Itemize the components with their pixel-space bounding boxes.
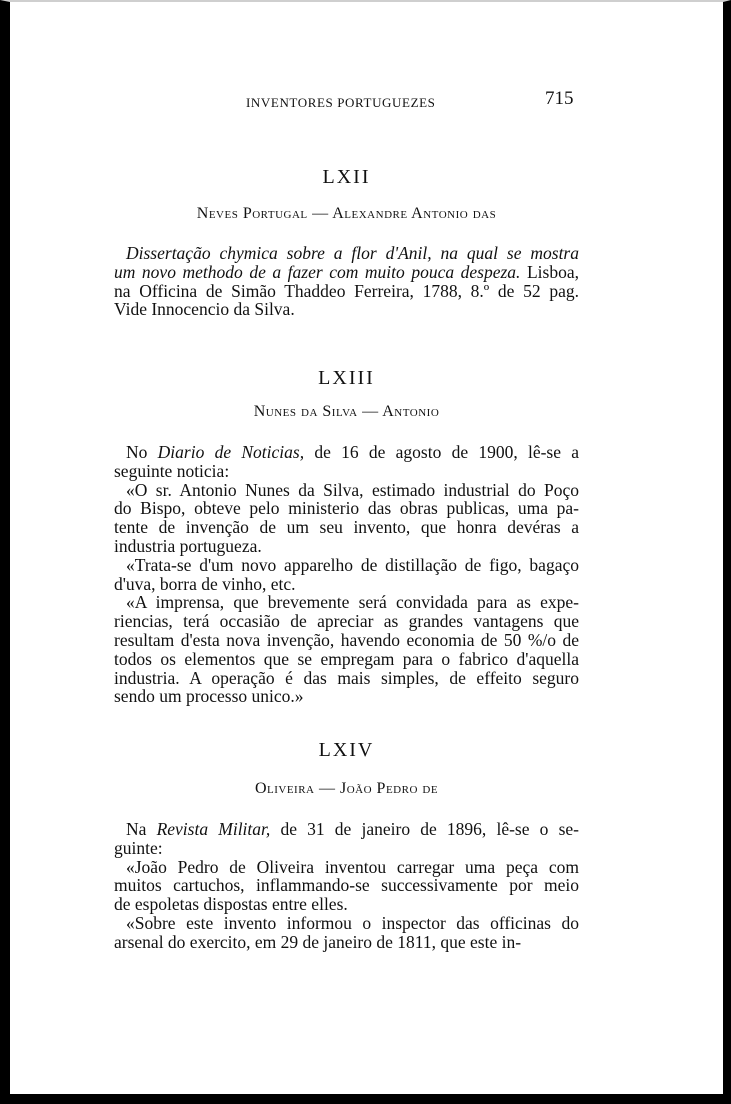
text-run: «A imprensa, que brevemente será convidada para as expe- [126, 592, 579, 613]
text-run: tente de invenção de um seu invento, que honra devéras a [114, 517, 579, 538]
text-run: riencias, terá occasião de apreciar as grandes vantagens que [114, 611, 579, 632]
text-run: «Sobre este invento informou o inspector das officinas do [126, 912, 579, 933]
text-run: Na [126, 819, 157, 839]
text-line [114, 669, 579, 688]
text-line [114, 443, 579, 462]
text-run: de espoletas dispostas entre elles. [114, 894, 348, 915]
text-run: de 31 de janeiro de 1896, lê-se o se- [270, 819, 579, 839]
text-run: seguinte noticia: [114, 460, 230, 481]
section-heading-lxii: Neves Portugal — Alexandre Antonio das [196, 205, 497, 222]
text-run: resultam d'esta nova invenção, havendo economia de 50 %/o de [114, 629, 579, 650]
text-line [114, 820, 579, 839]
italic-title: Dissertação chymica sobre a flor d'Anil, na qual se mostra [126, 243, 579, 263]
text-line [114, 556, 579, 575]
text-line [114, 839, 579, 858]
text-line [114, 244, 579, 263]
text-run: «O sr. Antonio Nunes da Silva, estimado industrial do Poço [126, 479, 579, 500]
text-run: d'uva, borra de vinho, etc. [114, 573, 296, 594]
text-line [114, 481, 579, 500]
section-heading-lxiv: Oliveira — João Pedro de [254, 780, 439, 797]
text-run: do Bispo, obteve pelo ministerio das obras publicas, uma pa- [114, 498, 579, 519]
section-numeral-lxiii: LXIII [318, 367, 375, 389]
text-run: No [126, 442, 158, 462]
text-run: industria portugueza. [114, 535, 262, 556]
italic-title: Revista Militar, [156, 819, 271, 839]
running-head: INVENTORES PORTUGUEZES [246, 95, 436, 110]
text-run: de 16 de agosto de 1900, lê-se a [304, 442, 580, 462]
text-line [114, 612, 579, 631]
section-body-lxiii [114, 443, 579, 706]
section-body-lxiv [114, 820, 579, 952]
text-run: sendo um processo unico.» [114, 686, 304, 707]
text-line [114, 263, 579, 282]
text-line [114, 575, 579, 594]
text-run: arsenal do exercito, em 29 de janeiro de 1811, que este in- [114, 931, 522, 952]
text-run: industria. A operação é das mais simples, de effeito seguro [114, 667, 579, 688]
text-line [114, 687, 579, 706]
text-line [114, 300, 579, 319]
text-line [114, 499, 579, 518]
text-line [114, 650, 579, 669]
section-numeral-lxiv: LXIV [318, 739, 375, 761]
text-line [114, 876, 579, 895]
text-run: Lisboa, [520, 261, 579, 282]
text-run: «Trata-se d'um novo apparelho de distillação de figo, bagaço [126, 554, 579, 575]
text-run: Vide Innocencio da Silva. [114, 299, 295, 320]
text-line [114, 518, 579, 537]
page-number: 715 [545, 88, 574, 109]
text-run: «João Pedro de Oliveira inventou carregar uma peça com [126, 856, 579, 877]
text-line [114, 933, 579, 952]
text-line [114, 537, 579, 556]
text-line [114, 631, 579, 650]
section-heading-lxiii: Nunes da Silva — Antonio [253, 403, 440, 420]
text-line [114, 282, 579, 301]
italic-title: um novo methodo de a fazer com muito pouca despeza. [114, 261, 521, 282]
text-run: muitos cartuchos, inflammando-se successivamente por meio [114, 875, 579, 896]
text-run: todos os elementos que se empregam para o fabrico d'aquella [114, 648, 579, 669]
text-run: na Officina de Simão Thaddeo Ferreira, 1788, 8.º de 52 pag. [114, 280, 579, 301]
text-run: guinte: [114, 837, 163, 858]
text-line [114, 914, 579, 933]
text-line [114, 593, 579, 612]
section-numeral-lxii: LXII [322, 166, 371, 188]
section-body-lxii [114, 244, 579, 319]
italic-title: Diario de Noticias, [157, 442, 305, 462]
text-line [114, 858, 579, 877]
text-line [114, 895, 579, 914]
text-line [114, 462, 579, 481]
